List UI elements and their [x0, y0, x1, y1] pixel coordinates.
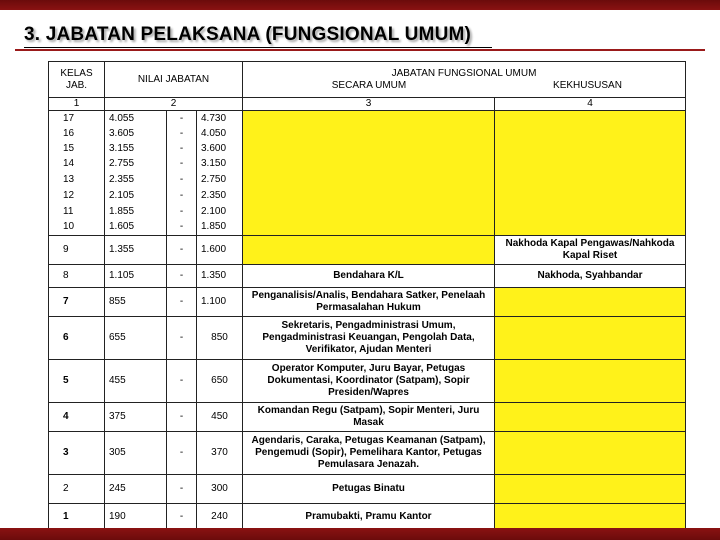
header-secara-umum: SECARA UMUM	[331, 79, 407, 91]
header-fungsional-title: JABATAN FUNGSIONAL UMUM	[391, 67, 537, 79]
col-number-3: 3	[243, 98, 495, 111]
nilai-low: 1.605	[105, 220, 167, 236]
nilai-separator: -	[167, 157, 197, 172]
nilai-low: 3.605	[105, 127, 167, 142]
kekhususan-cell	[495, 432, 686, 475]
table-row	[49, 188, 686, 204]
kelas-cell: 8	[49, 265, 105, 288]
table-row	[49, 432, 686, 475]
secara-umum-cell	[243, 111, 495, 127]
table-row	[49, 236, 686, 265]
nilai-low: 190	[105, 504, 167, 530]
kelas-cell: 6	[49, 317, 105, 360]
kekhususan-cell	[495, 204, 686, 220]
nilai-high: 3.150	[197, 157, 243, 172]
secara-umum-cell: Komandan Regu (Satpam), Sopir Menteri, Juru Masak	[243, 403, 495, 432]
secara-umum-cell: Penganalisis/Analis, Bendahara Satker, Penelaah Permasalahan Hukum	[243, 288, 495, 317]
kekhususan-cell	[495, 127, 686, 142]
nilai-high: 370	[197, 432, 243, 475]
nilai-high: 1.100	[197, 288, 243, 317]
nilai-low: 1.105	[105, 265, 167, 288]
nilai-low: 2.105	[105, 188, 167, 204]
kekhususan-cell	[495, 288, 686, 317]
kekhususan-cell	[495, 317, 686, 360]
kekhususan-cell: Nakhoda Kapal Pengawas/Nahkoda Kapal Riset	[495, 236, 686, 265]
nilai-high: 3.600	[197, 142, 243, 157]
kekhususan-cell	[495, 111, 686, 127]
nilai-low: 855	[105, 288, 167, 317]
kelas-cell: 4	[49, 403, 105, 432]
kelas-cell: 3	[49, 432, 105, 475]
table-row	[49, 288, 686, 317]
nilai-separator: -	[167, 403, 197, 432]
kekhususan-cell	[495, 475, 686, 504]
table-row	[49, 157, 686, 172]
table-row	[49, 142, 686, 157]
header-nilai: NILAI JABATAN	[105, 62, 243, 98]
kelas-cell: 12	[49, 188, 105, 204]
nilai-high: 240	[197, 504, 243, 530]
kekhususan-cell	[495, 157, 686, 172]
nilai-high: 2.750	[197, 172, 243, 188]
nilai-low: 305	[105, 432, 167, 475]
top-accent-bar	[0, 0, 720, 10]
page-title: 3. JABATAN PELAKSANA (FUNGSIONAL UMUM)	[24, 24, 472, 45]
kelas-cell: 9	[49, 236, 105, 265]
kelas-cell: 2	[49, 475, 105, 504]
nilai-high: 1.350	[197, 265, 243, 288]
kekhususan-cell	[495, 220, 686, 236]
nilai-low: 4.055	[105, 111, 167, 127]
nilai-high: 300	[197, 475, 243, 504]
nilai-separator: -	[167, 360, 197, 403]
secara-umum-cell	[243, 204, 495, 220]
nilai-separator: -	[167, 127, 197, 142]
nilai-high: 4.730	[197, 111, 243, 127]
secara-umum-cell	[243, 236, 495, 265]
nilai-separator: -	[167, 111, 197, 127]
kelas-cell: 15	[49, 142, 105, 157]
kelas-cell: 14	[49, 157, 105, 172]
header-kelas: KELAS JAB.	[49, 62, 105, 98]
secara-umum-cell	[243, 188, 495, 204]
nilai-low: 3.155	[105, 142, 167, 157]
secara-umum-cell: Bendahara K/L	[243, 265, 495, 288]
nilai-separator: -	[167, 475, 197, 504]
nilai-separator: -	[167, 317, 197, 360]
nilai-separator: -	[167, 220, 197, 236]
table-row	[49, 504, 686, 530]
table-row	[49, 403, 686, 432]
nilai-separator: -	[167, 236, 197, 265]
col-number-1: 1	[49, 98, 105, 111]
kelas-cell: 1	[49, 504, 105, 530]
table-row	[49, 127, 686, 142]
nilai-high: 1.850	[197, 220, 243, 236]
secara-umum-cell: Operator Komputer, Juru Bayar, Petugas Dokumentasi, Koordinator (Satpam), Sopir Presiden/Wapres	[243, 360, 495, 403]
table-row	[49, 172, 686, 188]
kelas-cell: 17	[49, 111, 105, 127]
nilai-separator: -	[167, 172, 197, 188]
title-underline	[24, 47, 492, 48]
nilai-high: 1.600	[197, 236, 243, 265]
table-row	[49, 475, 686, 504]
header-rule	[15, 49, 705, 51]
nilai-high: 4.050	[197, 127, 243, 142]
kekhususan-cell	[495, 172, 686, 188]
secara-umum-cell: Agendaris, Caraka, Petugas Keamanan (Satpam), Pengemudi (Sopir), Pemelihara Kantor, Petugas Pemulasara Jenazah.	[243, 432, 495, 475]
kelas-cell: 7	[49, 288, 105, 317]
nilai-low: 245	[105, 475, 167, 504]
nilai-low: 655	[105, 317, 167, 360]
col-number-2: 2	[105, 98, 243, 111]
kelas-cell: 16	[49, 127, 105, 142]
nilai-low: 375	[105, 403, 167, 432]
nilai-high: 850	[197, 317, 243, 360]
nilai-separator: -	[167, 288, 197, 317]
nilai-high: 2.350	[197, 188, 243, 204]
header-kekhususan: KEKHUSUSAN	[553, 79, 622, 91]
kekhususan-cell	[495, 360, 686, 403]
secara-umum-cell	[243, 172, 495, 188]
kekhususan-cell: Nakhoda, Syahbandar	[495, 265, 686, 288]
header-fungsional-umum	[243, 62, 686, 98]
nilai-low: 2.755	[105, 157, 167, 172]
nilai-separator: -	[167, 504, 197, 530]
secara-umum-cell: Pramubakti, Pramu Kantor	[243, 504, 495, 530]
secara-umum-cell	[243, 127, 495, 142]
nilai-low: 2.355	[105, 172, 167, 188]
kelas-cell: 13	[49, 172, 105, 188]
nilai-high: 450	[197, 403, 243, 432]
nilai-separator: -	[167, 204, 197, 220]
nilai-separator: -	[167, 188, 197, 204]
col-number-4: 4	[495, 98, 686, 111]
bottom-accent-bar	[0, 528, 720, 540]
nilai-high: 650	[197, 360, 243, 403]
nilai-low: 455	[105, 360, 167, 403]
nilai-high: 2.100	[197, 204, 243, 220]
secara-umum-cell: Sekretaris, Pengadministrasi Umum, Pengadministrasi Keuangan, Pengolah Data, Verifikator, Ajudan Menteri	[243, 317, 495, 360]
secara-umum-cell: Petugas Binatu	[243, 475, 495, 504]
kelas-cell: 11	[49, 204, 105, 220]
nilai-low: 1.355	[105, 236, 167, 265]
secara-umum-cell	[243, 220, 495, 236]
kelas-cell: 5	[49, 360, 105, 403]
kekhususan-cell	[495, 504, 686, 530]
nilai-separator: -	[167, 432, 197, 475]
kekhususan-cell	[495, 142, 686, 157]
table-row	[49, 220, 686, 236]
kekhususan-cell	[495, 188, 686, 204]
kekhususan-cell	[495, 403, 686, 432]
table-row	[49, 360, 686, 403]
nilai-low: 1.855	[105, 204, 167, 220]
table-row	[49, 111, 686, 127]
table-row	[49, 317, 686, 360]
nilai-separator: -	[167, 142, 197, 157]
job-class-table	[48, 61, 686, 530]
secara-umum-cell	[243, 142, 495, 157]
table-row	[49, 265, 686, 288]
secara-umum-cell	[243, 157, 495, 172]
nilai-separator: -	[167, 265, 197, 288]
table-row	[49, 204, 686, 220]
kelas-cell: 10	[49, 220, 105, 236]
